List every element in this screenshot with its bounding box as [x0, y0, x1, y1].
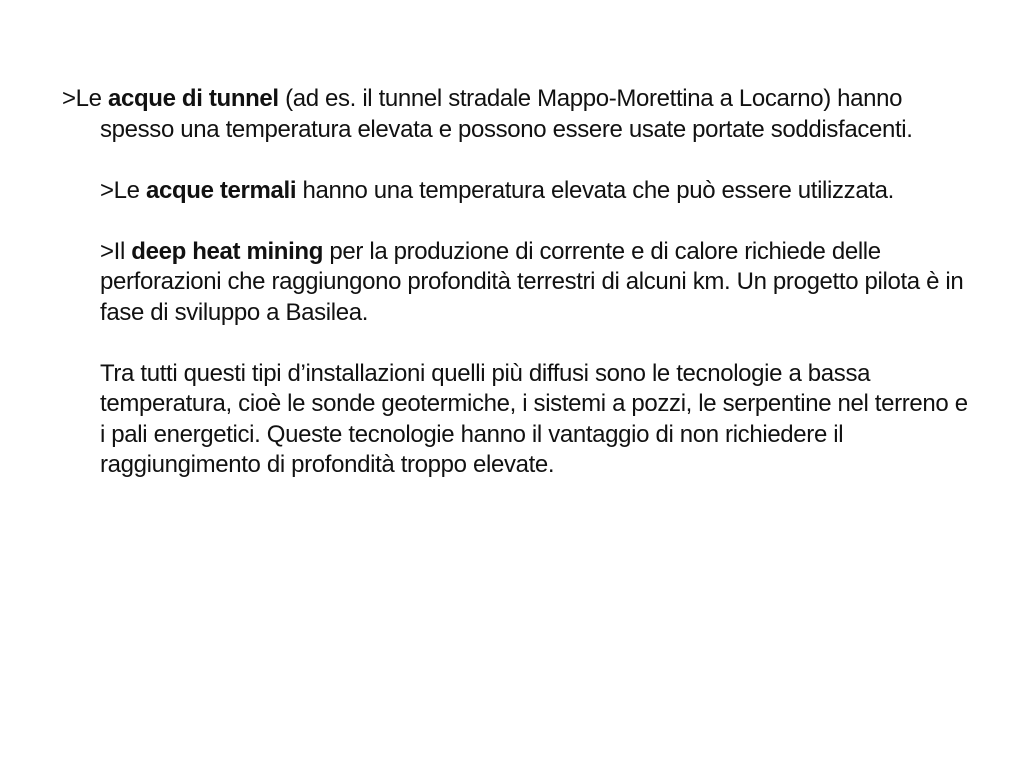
paragraph-text: (ad es. il tunnel stradale Mappo-Morettina a Locarno) hanno spesso una temperatura elevata e possono essere usate portate soddisfacenti. — [100, 85, 913, 143]
paragraph-spacer — [62, 328, 974, 359]
paragraph-prefix: >Il — [100, 237, 132, 265]
paragraph-text: hanno una temperatura elevata che può essere utilizzata. — [296, 176, 894, 204]
paragraph-text: Tra tutti questi tipi d’installazioni quelli più diffusi sono le tecnologie a bassa temperatura, cioè le sonde geotermiche, i sistemi a pozzi, le serpentine nel terreno e i pali energetici. Queste tecnologie hanno il vantaggio di non richiedere il raggiungimento di profondità troppo elevate. — [100, 359, 968, 478]
paragraph-tunnel-water — [62, 84, 974, 145]
bold-term-tunnel-water: acque di tunnel — [107, 85, 279, 112]
paragraph-prefix: >Le — [62, 85, 108, 112]
paragraph-spacer — [62, 206, 974, 237]
slide-body-text — [62, 84, 974, 481]
paragraph-prefix: >Le — [100, 176, 146, 204]
paragraph-deep-heat-mining — [62, 237, 974, 329]
paragraph-low-temperature-tech — [62, 359, 974, 481]
bold-term-deep-heat-mining: deep heat mining — [131, 237, 324, 265]
paragraph-spacer — [62, 145, 974, 176]
paragraph-text: per la produzione di corrente e di calore richiede delle perforazioni che raggiungono profondità terrestri di alcuni km. Un progetto pilota è in fase di sviluppo a Basilea. — [100, 237, 964, 326]
paragraph-thermal-water — [62, 176, 974, 207]
bold-term-thermal-water: acque termali — [145, 176, 297, 204]
